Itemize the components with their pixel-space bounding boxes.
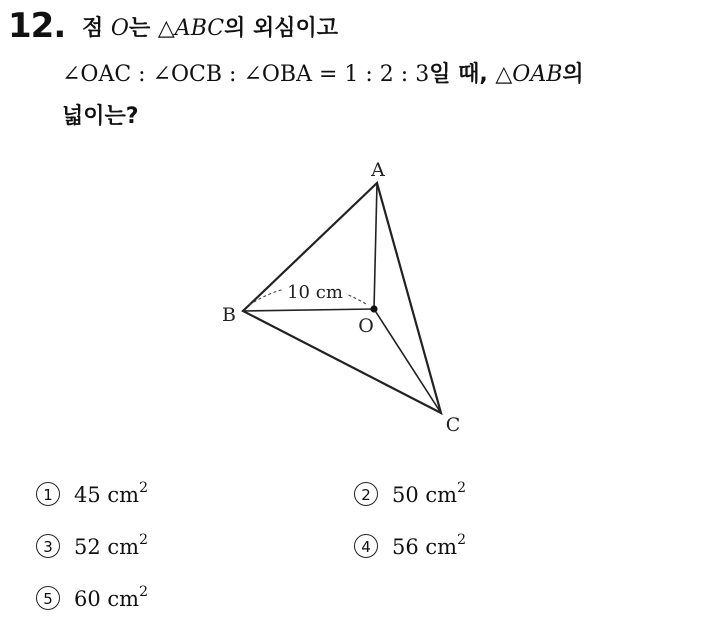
question-text: 점 [82,16,111,41]
choice-unit: cm [425,535,458,559]
choice-exponent: 2 [139,532,149,548]
choice-number-circle: 4 [354,534,378,558]
choice-unit: cm [107,587,140,611]
question-text: 의 [562,62,584,87]
vertex-label-b: B [222,304,236,326]
question-text: 는 [128,16,158,41]
math-point-o: O [110,16,129,41]
question-text: 일 때, [429,62,496,87]
choice-exponent: 2 [457,532,467,548]
choice-value: 45 [74,483,101,507]
choice-number-circle: 5 [36,586,60,610]
choice-exponent: 2 [139,584,149,600]
vertex-label-a: A [371,159,385,181]
segment-oc [374,309,441,413]
choice-unit: cm [107,535,140,559]
choice-number-circle: 3 [36,534,60,558]
choice-value: 50 [392,483,419,507]
math-triangle-abc: △ABC [157,16,225,41]
choice-value: 56 [392,535,419,559]
segment-ob [243,309,374,311]
choice-value: 60 [74,587,101,611]
answer-choice-2[interactable] [354,474,466,509]
question-line-3: 넓이는? [62,104,139,129]
segment-oa [374,183,377,309]
choice-exponent: 2 [457,480,467,496]
choice-unit: cm [425,483,458,507]
vertex-label-o: O [358,315,374,337]
choice-number-circle: 1 [36,482,60,506]
answer-choice-3[interactable] [36,526,148,561]
answer-choice-5[interactable] [36,578,148,613]
question-text: 의 외심이고 [224,16,339,41]
choice-exponent: 2 [139,480,149,496]
answer-choice-1[interactable] [36,474,148,509]
distance-label: 10 cm [287,282,343,303]
math-angle-ratio: ∠OAC : ∠OCB : ∠OBA = 1 : 2 : 3 [62,62,430,87]
vertex-label-c: C [445,414,461,436]
math-triangle-oab: △OAB [495,62,563,87]
choice-value: 52 [74,535,101,559]
choice-number-circle: 2 [354,482,378,506]
question-number: 12. [8,6,66,46]
choice-unit: cm [107,483,140,507]
answer-choice-4[interactable] [354,526,466,561]
circumcenter-point [370,305,377,312]
